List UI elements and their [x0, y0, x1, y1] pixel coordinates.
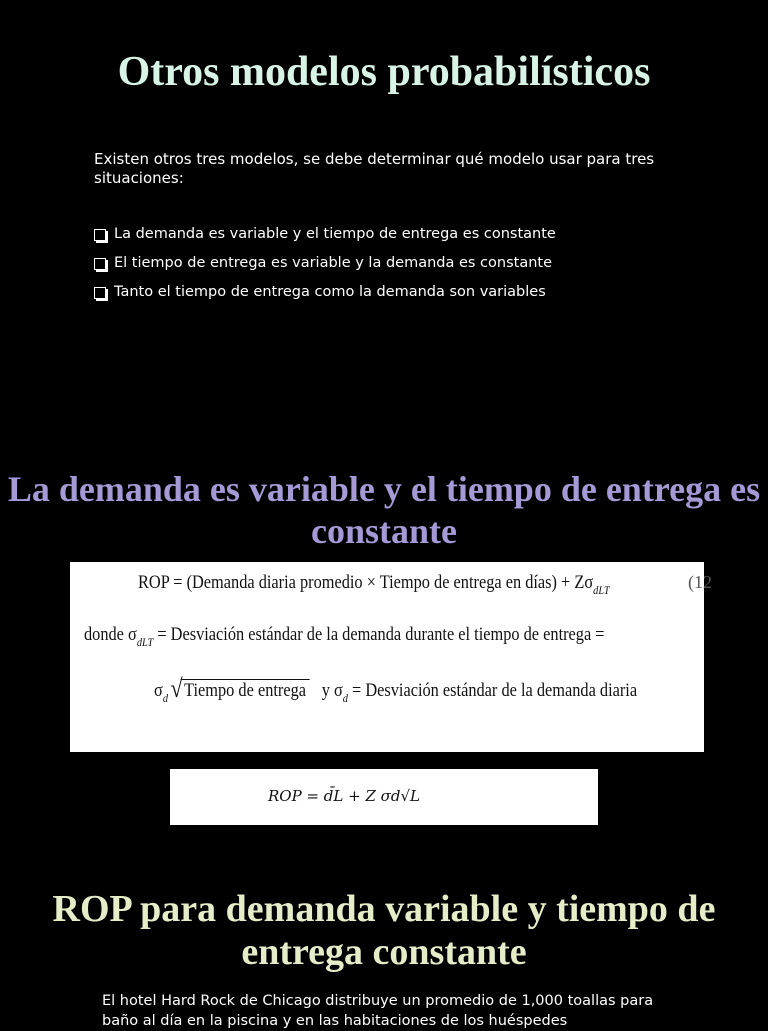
- list-item-label: La demanda es variable y el tiempo de entrega es constante: [114, 226, 556, 242]
- section-title: ROP para demanda variable y tiempo de entrega constante: [52, 888, 716, 973]
- formula-radicand: Tiempo de entrega: [181, 679, 310, 701]
- formula-text: y σ: [321, 680, 343, 701]
- intro-text: Existen otros tres modelos, se debe determinar qué modelo usar para tres situaciones:: [94, 150, 655, 187]
- formula-line-definition: [84, 624, 605, 650]
- checkbox-icon: [94, 287, 106, 299]
- formula-text: ROP = (Demanda diaria promedio × Tiempo de entrega en días) + Zσ: [138, 572, 594, 593]
- list-item: [94, 226, 694, 255]
- compact-formula: ROP = d̄L + Z σd√L: [268, 787, 421, 805]
- checkbox-icon: [94, 258, 106, 270]
- compact-formula-box: [170, 769, 598, 825]
- situations-list: [94, 226, 694, 313]
- list-item: [94, 284, 694, 313]
- formula-line-sqrt: [154, 674, 638, 706]
- body-text: El hotel Hard Rock de Chicago distribuye un promedio de 1,000 toallas para baño al día en la piscina y en las habitaciones de los huéspedes: [102, 993, 654, 1029]
- equation-number: (12: [688, 572, 712, 592]
- list-item-label: El tiempo de entrega es variable y la demanda es constante: [114, 255, 553, 271]
- formula-subscript: d: [342, 691, 348, 705]
- formula-subscript: dLT: [593, 583, 610, 597]
- formula-image: [70, 562, 712, 752]
- formula-text: donde σ: [84, 624, 137, 645]
- slide-title: Otros modelos probabilísticos: [117, 49, 651, 95]
- list-item: [94, 255, 694, 284]
- formula-subscript: dLT: [136, 635, 154, 649]
- sqrt-symbol: √ Tiempo de entrega: [172, 680, 309, 702]
- formula-subscript: d: [162, 691, 168, 705]
- formula-line-rop: [138, 572, 610, 598]
- formula-text: = Desviación estándar de la demanda durante el tiempo de entrega =: [153, 624, 605, 645]
- checkbox-icon: [94, 229, 106, 241]
- section-title: La demanda es variable y el tiempo de entrega es constante: [7, 469, 761, 551]
- formula-text: = Desviación estándar de la demanda diaria: [347, 680, 638, 701]
- list-item-label: Tanto el tiempo de entrega como la demanda son variables: [114, 284, 546, 300]
- formula-text: σ: [154, 680, 163, 701]
